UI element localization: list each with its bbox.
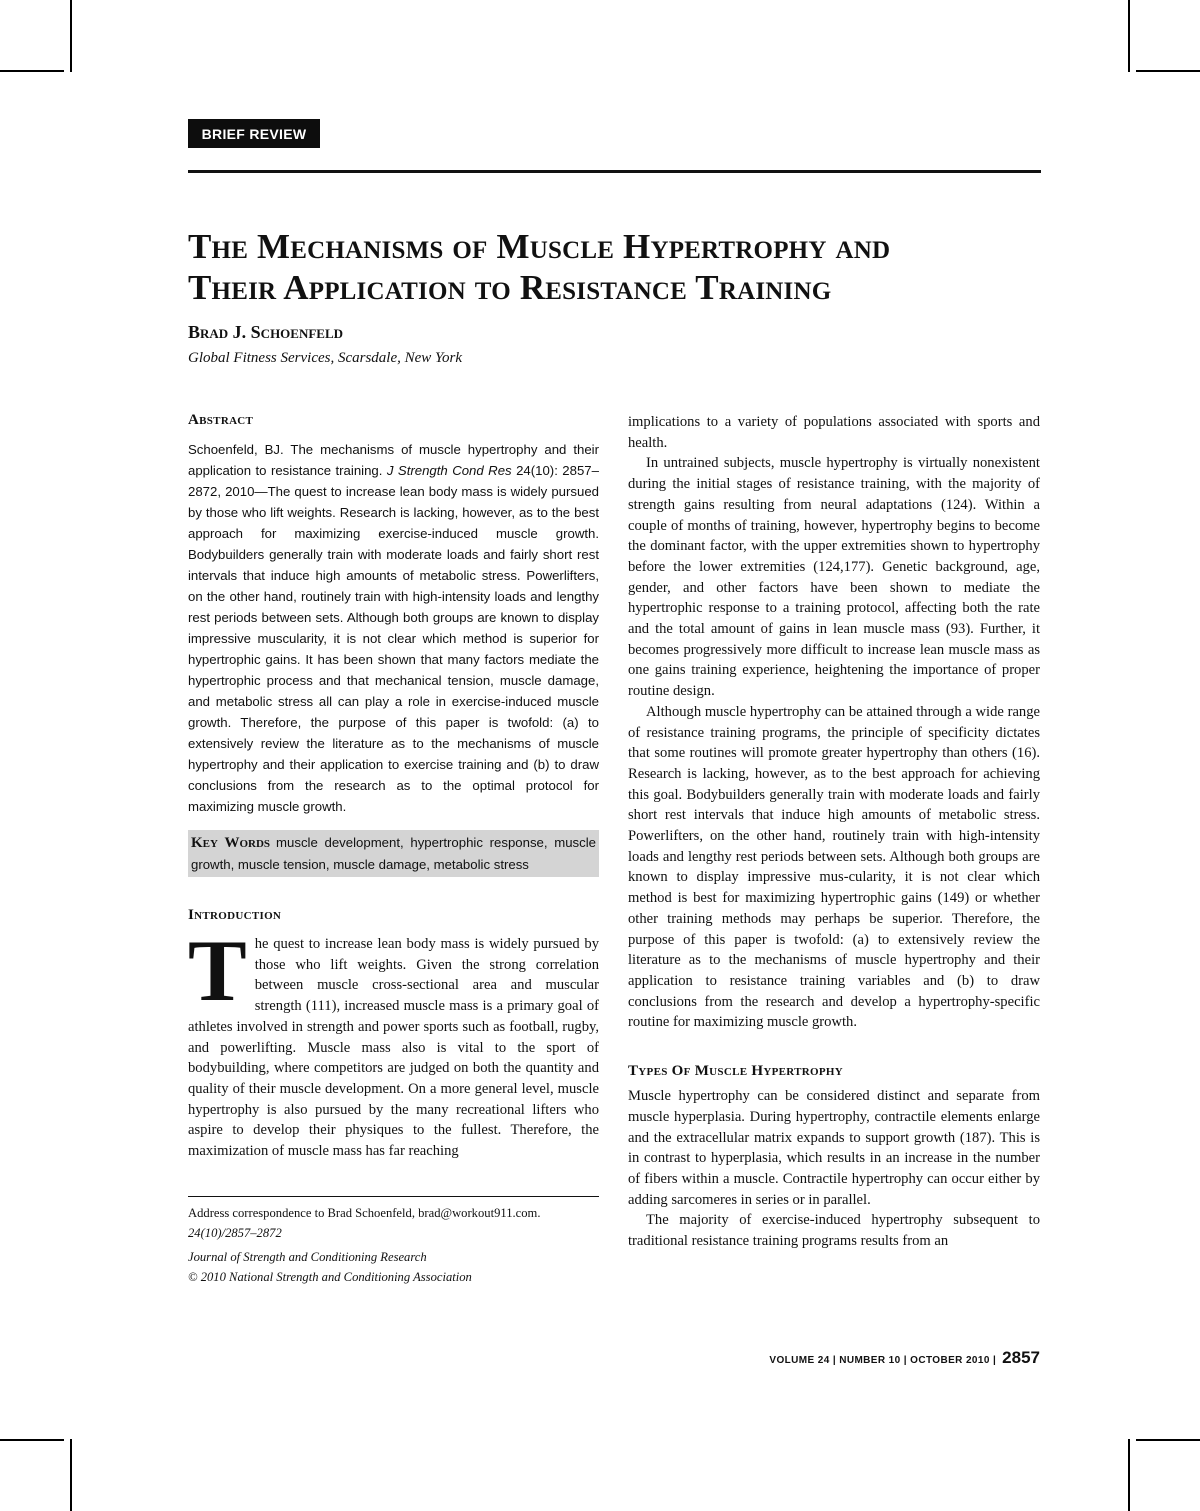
introduction-paragraph-1-text: he quest to increase lean body mass is widely pursued by those who lift weights. Given the strong correlation between muscle cross-sectional area and muscular strength (111), increased muscle mass is a primary goal of athletes involved in strength and power sports such as football, rugby, and powerlifting. Muscle mass also is vital to the sport of bodybuilding, where competitors are judged on both the quantity and quality of their muscle development. On a more general level, muscle hypertrophy is also pursued by the many recreational lifters who aspire to develop their physiques to the fullest. Therefore, the maximization of muscle mass has far reaching [188, 936, 599, 1160]
doi-note: 24(10)/2857–2872 [188, 1225, 282, 1240]
correspondence-note: Address correspondence to Brad Schoenfeld, brad@workout911.com. [188, 1205, 541, 1220]
abstract-citation: Schoenfeld, BJ. The mechanisms of muscle hypertrophy and their application to resistance training. [188, 442, 599, 478]
journal-abbreviation: J Strength Cond Res [386, 463, 512, 478]
author-affiliation: Global Fitness Services, Scarsdale, New York [188, 350, 463, 366]
introduction-paragraph-3: Although muscle hypertrophy can be attained through a wide range of resistance training programs, the principle of specificity dictates that some routines will promote greater hypertrophy than others (16). Research is lacking, however, as to the best approach for achieving this goal. Bodybuilders generally train with moderate loads and fairly short rest intervals that induce high amounts of metabolic stress. Powerlifters, on the other hand, routinely train with high-intensity loads and lengthy rest periods between sets. Although both groups are known to display impressive mus-cularity, it is not clear which method is best for maximizing hypertrophic gains (149) or whether other training methods may perhaps be superior. Therefore, the purpose of this paper is twofold: (a) to extensively review the literature as to the mechanisms of muscle hypertrophy and their application to resistance training variables and (b) to draw conclusions from the research and develop a hypertrophy-specific routine for maximizing muscle growth. [628, 703, 1040, 1031]
drop-cap: T [188, 923, 247, 1020]
crop-mark-bottom-right-horizontal [1136, 1439, 1200, 1441]
introduction-heading: Introduction [188, 907, 282, 923]
crop-mark-bottom-left-vertical [70, 1439, 72, 1511]
types-paragraph-1: Muscle hypertrophy can be considered distinct and separate from muscle hyperplasia. During hypertrophy, contractile elements enlarge and the extracellular matrix expands to support growth (187). This is in contrast to hyperplasia, which results in an increase in the number of fibers within a muscle. Contractile hypertrophy can occur either by adding sarcomeres in series or in parallel. [628, 1088, 1040, 1208]
header-rule [188, 170, 1041, 173]
crop-mark-top-left-horizontal [0, 70, 64, 72]
author-name: Brad J. Schoenfeld [188, 322, 344, 342]
copyright-note: © 2010 National Strength and Conditioning Association [188, 1269, 472, 1284]
crop-mark-top-right-horizontal [1136, 70, 1200, 72]
keywords-box [188, 830, 599, 877]
title-line-1: The Mechanisms of Muscle Hypertrophy and [188, 227, 891, 266]
crop-mark-bottom-left-horizontal [0, 1439, 64, 1441]
crop-mark-top-left-vertical [70, 0, 72, 72]
journal-name: Journal of Strength and Conditioning Research [188, 1249, 427, 1264]
issue-info: VOLUME 24 | NUMBER 10 | OCTOBER 2010 | [769, 1355, 997, 1366]
footnote-rule [188, 1196, 599, 1197]
right-column [628, 412, 1040, 1252]
abstract-body: 24(10): 2857–2872, 2010—The quest to increase lean body mass is widely pursued by those who lift weights. Research is lacking, however, as to the best approach for maximizing exercise-induced muscle growth. Bodybuilders generally train with moderate loads and fairly short rest intervals that induce high amounts of metabolic stress. Powerlifters, on the other hand, routinely train with high-intensity loads and lengthy rest periods between sets. Although both groups are known to display impressive muscularity, it is not clear which method is superior for hypertrophic gains. It has been shown that many factors mediate the hypertrophic process and that mechanical tension, muscle damage, and metabolic stress all can play a role in exercise-induced muscle growth. Therefore, the purpose of this paper is twofold: (a) to extensively review the literature as to the mechanisms of muscle hypertrophy and their application to exercise training and (b) to draw conclusions from the research as to the optimal protocol for maximizing muscle growth. [188, 463, 599, 814]
keywords-list: muscle development, hypertrophic response, muscle growth, muscle tension, muscle damage, metabolic stress [191, 835, 597, 872]
crop-mark-top-right-vertical [1128, 0, 1130, 72]
left-column [188, 412, 599, 1287]
types-paragraph-2: The majority of exercise-induced hypertrophy subsequent to traditional resistance training programs results from an [628, 1212, 1040, 1250]
types-heading: Types Of Muscle Hypertrophy [628, 1063, 843, 1080]
page-number: 2857 [1002, 1348, 1040, 1367]
keywords-label: Key Words [191, 835, 271, 851]
brief-review-badge: BRIEF REVIEW [188, 119, 320, 148]
abstract-heading: Abstract [188, 412, 254, 428]
crop-mark-bottom-right-vertical [1128, 1439, 1130, 1511]
introduction-paragraph-2: In untrained subjects, muscle hypertrophy is virtually nonexistent during the initial stages of resistance training, with the majority of strength gains resulting from neural adaptations (124). Within a couple of months of training, however, hypertrophy begins to become the dominant factor, with the upper extremities shown to hypertrophy before the lower extremities (124,177). Genetic background, age, gender, and other factors have been shown to mediate the hypertrophic response to a training protocol, affecting both the rate and the total amount of gains in lean muscle mass (93). Further, it becomes progressively more difficult to increase lean muscle mass as one gains training experience, heightening the importance of proper routine design. [628, 455, 1040, 700]
title-line-2: Their Application to Resistance Training [188, 268, 832, 307]
abstract-text [188, 439, 599, 817]
introduction-paragraph-1 [188, 923, 599, 1162]
article-title [188, 226, 1058, 308]
page-footer [769, 1348, 1040, 1368]
introduction-continuation: implications to a variety of populations associated with sports and health. [628, 414, 1040, 451]
